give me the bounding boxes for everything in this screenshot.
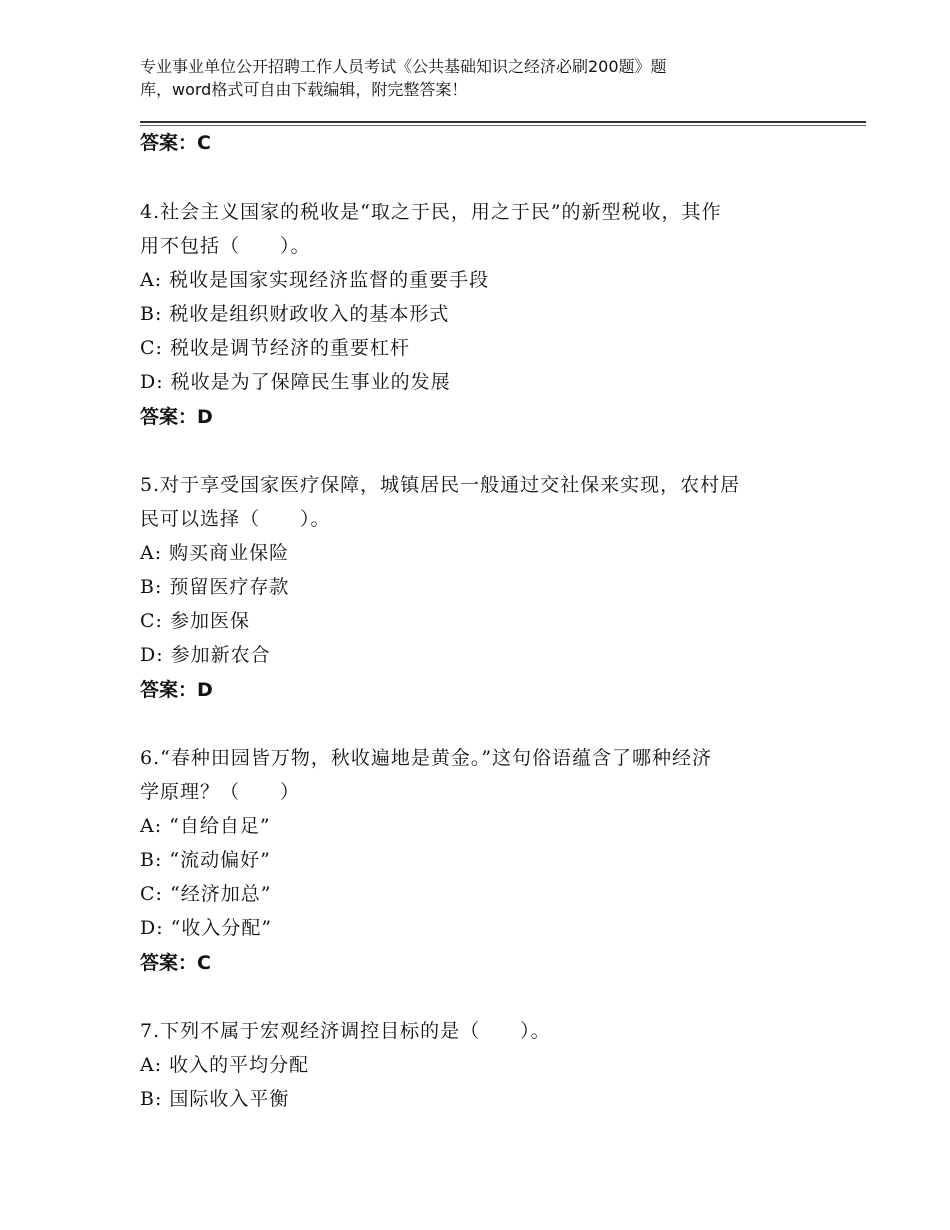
question-4-option-d: D: 税收是为了保障民生事业的发展 [140, 371, 451, 393]
document-header [140, 55, 840, 101]
question-7-option-b: B: 国际收入平衡 [140, 1088, 290, 1110]
question-5-option-a: A: 购买商业保险 [140, 542, 290, 564]
question-7-option-a: A: 收入的平均分配 [140, 1054, 310, 1076]
question-4-option-b: B: 税收是组织财政收入的基本形式 [140, 303, 450, 325]
header-line-2: 库，word格式可自由下载编辑，附完整答案！ [140, 80, 468, 99]
question-5-answer: 答案：D [140, 679, 213, 701]
question-5-option-c: C: 参加医保 [140, 610, 250, 632]
question-7-stem-line-1: 7.下列不属于宏观经济调控目标的是（ ）。 [140, 1020, 551, 1042]
header-divider [140, 121, 866, 123]
question-4-option-a: A: 税收是国家实现经济监督的重要手段 [140, 269, 490, 291]
question-4-option-c: C: 税收是调节经济的重要杠杆 [140, 337, 410, 359]
question-5-option-d: D: 参加新农合 [140, 644, 271, 666]
question-6-option-d: D: “收入分配” [140, 917, 273, 939]
question-6-stem-line-2: 学原理？（ ） [140, 781, 301, 803]
question-6-answer: 答案：C [140, 952, 211, 974]
question-4-stem-line-2: 用不包括（ ）。 [140, 235, 311, 257]
question-4-stem-line-1: 4.社会主义国家的税收是“取之于民，用之于民”的新型税收，其作 [140, 201, 722, 223]
question-6-option-b: B: “流动偏好” [140, 849, 271, 871]
question-6-option-c: C: “经济加总” [140, 883, 272, 905]
header-divider-thin [140, 125, 866, 126]
question-5-option-b: B: 预留医疗存款 [140, 576, 290, 598]
question-6-option-a: A: “自给自足” [140, 815, 271, 837]
question-4-answer: 答案：D [140, 406, 213, 428]
question-6-stem-line-1: 6.“春种田园皆万物，秋收遍地是黄金。”这句俗语蕴含了哪种经济 [140, 747, 713, 769]
header-line-1: 专业事业单位公开招聘工作人员考试《公共基础知识之经济必刷200题》题 [140, 57, 667, 76]
question-5-stem-line-1: 5.对于享受国家医疗保障，城镇居民一般通过交社保来实现，农村居 [140, 474, 741, 496]
question-5-stem-line-2: 民可以选择（ ）。 [140, 508, 331, 530]
previous-answer: 答案：C [140, 132, 211, 154]
